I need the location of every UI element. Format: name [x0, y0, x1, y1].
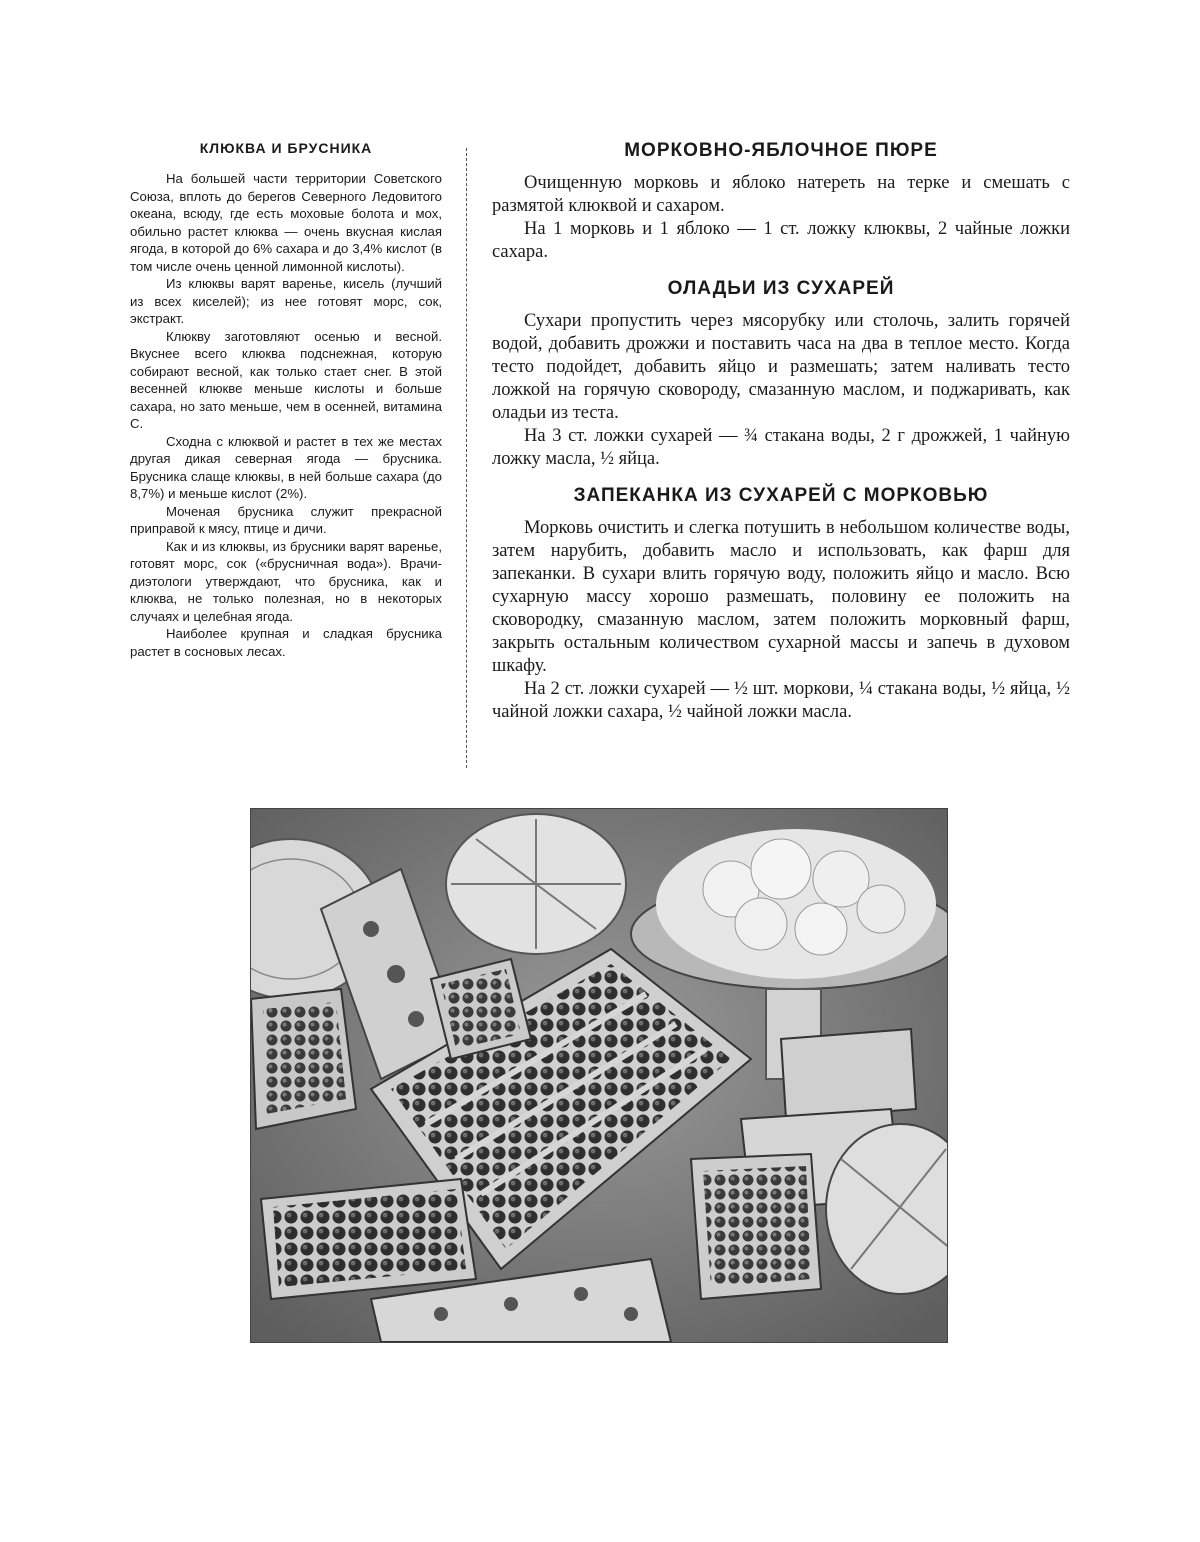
left-article-paragraph: Как и из клюквы, из брусники варят варенье, готовят морс, сок («брусничная вода»). Врачи-диэтологи утверждают, что брусника, как и клюква, не только полезная, но в некоторых случаях и целебная ягода.	[130, 538, 442, 626]
left-article	[130, 140, 442, 660]
left-article-paragraph: Из клюквы варят варенье, кисель (лучший из всех киселей); из нее готовят морс, сок, экстракт.	[130, 275, 442, 328]
recipe-paragraph: На 3 ст. ложки сухарей — ¾ стакана воды, 2 г дрожжей, 1 чайную ложку масла, ½ яйца.	[492, 425, 1070, 471]
left-article-paragraph: Сходна с клюквой и растет в тех же местах другая дикая северная ягода — брусника. Брусника слаще клюквы, в ней больше сахара (до 8,7%) и меньше кислот (2%).	[130, 433, 442, 503]
left-article-paragraph: На большей части территории Советского Союза, вплоть до берегов Северного Ледовитого океана, всюду, где есть моховые болота и мох, обильно растет клюква — очень вкусная кислая ягода, в которой до 6% сахара и до 3,4% кислот (в том числе очень ценной лимонной кислоты).	[130, 170, 442, 275]
recipe-title: ОЛАДЬИ ИЗ СУХАРЕЙ	[492, 278, 1070, 300]
recipe-paragraph: Морковь очистить и слегка потушить в небольшом количестве воды, затем нарубить, добавить масло и использовать, как фарш для запеканки. В сухари влить горячую воду, положить яйцо и масло. Всю сухарную массу хорошо размешать, половину ее положить на сковородку, смазанную маслом, затем положить морковный фарш, закрыть остальным количеством сухарной массы и запечь в духовом шкафу.	[492, 517, 1070, 678]
recipe-title: МОРКОВНО-ЯБЛОЧНОЕ ПЮРЕ	[492, 140, 1070, 162]
recipe-paragraph: На 2 ст. ложки сухарей — ½ шт. моркови, ¼ стакана воды, ½ яйца, ½ чайной ложки сахара, ½ чайной ложки масла.	[492, 678, 1070, 724]
recipes-column	[492, 140, 1070, 724]
recipe-paragraph: На 1 морковь и 1 яблоко — 1 ст. ложку клюквы, 2 чайные ложки сахара.	[492, 218, 1070, 264]
column-divider	[466, 148, 468, 768]
left-article-paragraph: Моченая брусника служит прекрасной приправой к мясу, птице и дичи.	[130, 503, 442, 538]
recipe-title: ЗАПЕКАНКА ИЗ СУХАРЕЙ С МОРКОВЬЮ	[492, 485, 1070, 507]
left-article-title: КЛЮКВА И БРУСНИКА	[130, 140, 442, 156]
left-article-paragraph: Клюкву заготовляют осенью и весной. Вкуснее всего клюква подснежная, которую собирают весной, как только стает снег. В этой весенней клюкве меньше кислоты и больше сахара, но зато меньше, чем в осенней, витамина С.	[130, 328, 442, 433]
left-article-paragraph: Наиболее крупная и сладкая брусника растет в сосновых лесах.	[130, 625, 442, 660]
recipe-paragraph: Очищенную морковь и яблоко натереть на терке и смешать с размятой клюквой и сахаром.	[492, 172, 1070, 218]
recipe-paragraph: Сухари пропустить через мясорубку или столочь, залить горячей водой, добавить дрожжи и поставить часа на два в теплое место. Когда тесто подойдет, добавить яйцо и размешать; затем наливать тесто ложкой на горячую сковороду, смазанную маслом, и поджаривать, как оладьи из теста.	[492, 310, 1070, 425]
sweets-photo	[250, 808, 948, 1343]
